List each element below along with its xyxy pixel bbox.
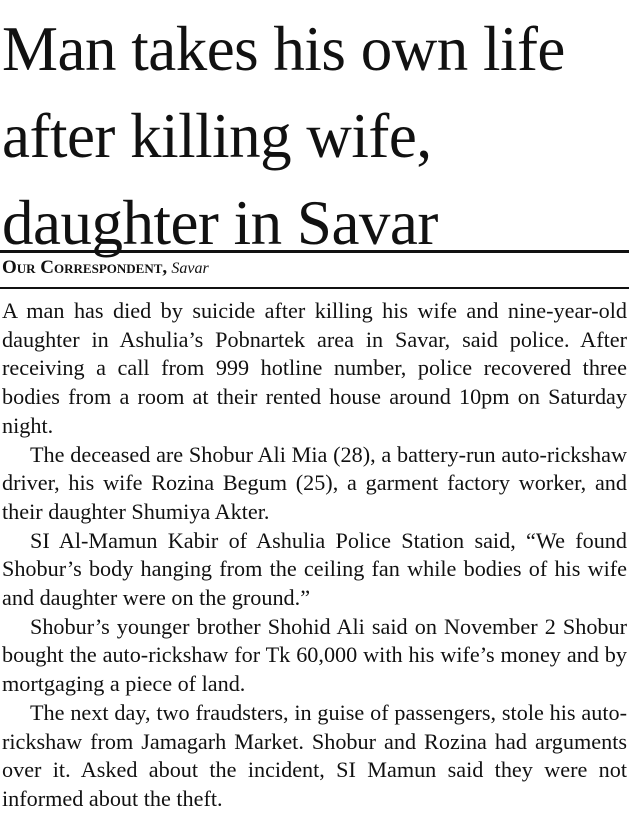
article-paragraph: A man has died by suicide after killing his wife and nine-year-old daughter in Ashulia’s Pobnartek area in Savar, said police. After receiving a call from 999 hotline number, police recovered three bodies from a room at their rented house around 10pm on Saturday night. [2,298,627,438]
article-paragraph: SI Al-Mamun Kabir of Ashulia Police Station said, “We found Shobur’s body hanging from the ceiling fan while bodies of his wife and daughter were on the ground.” [2,527,627,611]
article-paragraph: Shobur’s younger brother Shohid Ali said on November 2 Shobur bought the auto-rickshaw for Tk 60,000 with his wife’s money and by mortgaging a piece of land. [2,613,627,697]
byline [2,257,209,280]
headline-rule [0,250,629,278]
byline-rule [0,287,629,289]
article-paragraph: The next day, two fraudsters, in guise of passengers, stole his auto-rickshaw from Jamagarh Market. Shobur and Rozina had arguments over it. Asked about the incident, SI Mamun said they were not informed about the theft. [2,699,627,811]
byline-author: Our Correspondent, [2,257,168,278]
byline-location: Savar [171,260,209,277]
article-headline: Man takes his own life after killing wife, daughter in Savar [2,14,565,258]
article-paragraph: The deceased are Shobur Ali Mia (28), a battery-run auto-rickshaw driver, his wife Rozina Begum (25), a garment factory worker, and their daughter Shumiya Akter. [2,441,627,524]
article-body [2,297,627,814]
